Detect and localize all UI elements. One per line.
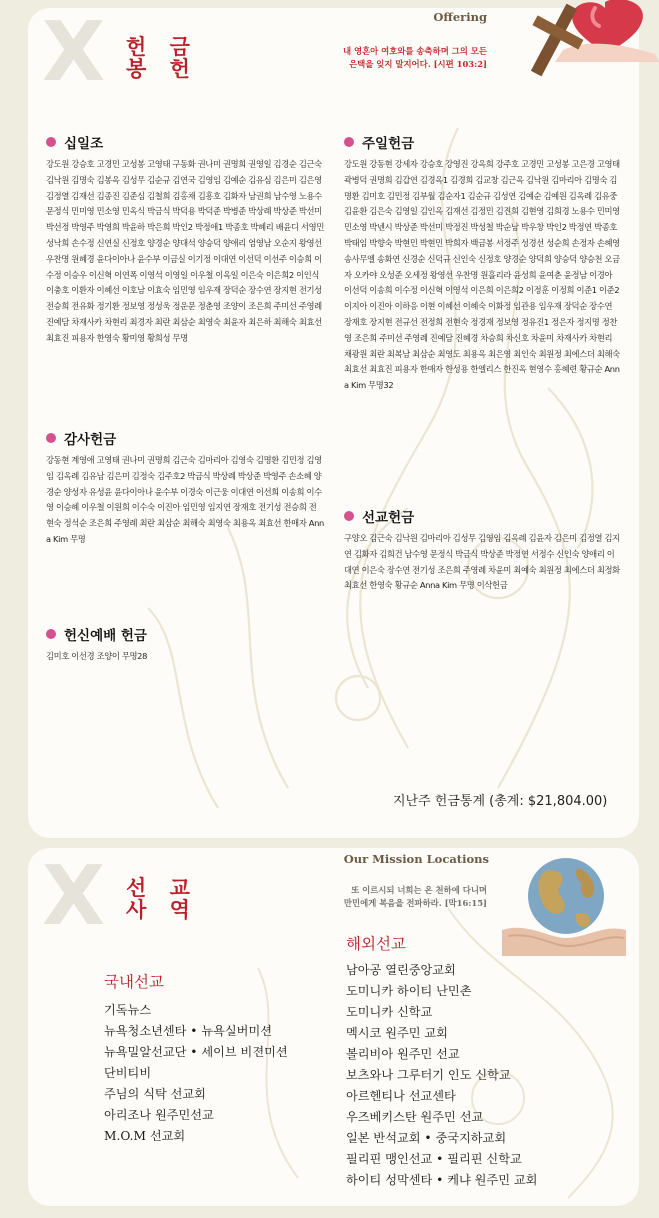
list-item: 뉴욕밀알선교단 • 세이브 비젼미션 <box>104 1045 288 1059</box>
globe-in-hands-icon <box>498 852 628 956</box>
tithe-names: 강도원 강승호 고경민 고성봉 고영태 구동화 권나미 권명희 권영일 김경순 김근숙 김낙원 김명숙 김봉옥 김성무 김순규 김연국 김영임 김예순 김유심 김은미 김은영 김정열 김재선 김종진 김준심 김철희 김홍채 김흥호 김화자 남권희 남수영 노용수 문정식 민미영 민소영 민옥식 박금식 박덕용 박덕준 박병준 박상례 박상준 박선미 박선정 박영주 박영희 박윤하 박은희 박인2 박정애1 박종호 박혜리 배윤디 서영민 성낙희 손수정 신연실 신정호 양경순 양대석 양승덕 양애리 엄영남 오순지 왕영선 우찬명 원혜경 윤다이아나 윤수부 이금실 이기정 이대연 이선덕 이선주 이승희 이수정 이승우 이신혁 이연폭 이영석 이영일 이우철 이옥일 이은숙 이은희2 이인식 이충호 이환자 이혜선 이호남 이효숙 임민영 임우재 장덕순 장수연 장지현 전기성 전승희 전유화 정기환 정보영 정성욱 정운문 정춘영 조양이 조은희 주미선 주영례 진예담 차재사카 차현리 최경자 최란 최삼순 최영숙 최윤자 최은하 최해숙 최효선 최효진 피용자 한영숙 황미영 황희성 무명 <box>46 159 325 343</box>
domestic-mission-title: 국내선교 <box>104 973 164 991</box>
mission-offering-section <box>344 506 622 594</box>
list-item: 아르헨티나 선교센타 <box>346 1089 456 1103</box>
mission-title-line2: 사 역 <box>126 897 198 922</box>
list-item: 하이티 성막센타 • 케냐 원주민 교회 <box>346 1173 538 1187</box>
wooden-cross-icon <box>524 0 584 80</box>
list-item: 멕시코 원주민 교회 <box>346 1026 448 1040</box>
sunday-heading <box>344 132 622 152</box>
offering-verse-line1: 내 영혼아 여호와를 송축하며 그의 모든 <box>342 46 487 56</box>
list-item: 남아공 열린중앙교회 <box>346 963 456 977</box>
offering-verse <box>343 45 487 71</box>
offering-verse-line2: 은택을 잊지 말지어다. [시편 103:2] <box>349 59 487 69</box>
offering-title <box>126 36 198 80</box>
bullet-dot-icon <box>46 433 56 443</box>
offering-section-label: Offering <box>433 10 487 24</box>
list-item: 단비티비 <box>104 1066 152 1080</box>
offering-title-line1: 헌 금 <box>126 34 198 59</box>
mission-offering-title: 선교헌금 <box>362 510 415 526</box>
sunday-names: 강도원 강동현 강세자 강승호 강영진 강옥희 강주호 고경민 고성봉 고은경 고영태 곽병덕 권명희 김갑연 김경옥1 김경희 김교창 김근옥 김낙원 김마리아 김명숙 김명환 김미호 김민정 김부월 김순자1 김순규 김성연 김예순 김예원 김옥례 김유중 김윤환 김은숙 김영일 김인옥 김재선 김정민 김진희 김현영 김희경 노용수 민미영 민소영 박넨시 박상준 박선미 박정진 박성철 박순남 박우창 박인2 박정연 박종호 박태임 박향숙 박현민 박현민 박희자 백금봉 서정주 성경선 성순희 손정자 손혜영 송사무엘 송화연 신경순 신덕규 신인숙 신정호 양경순 양덕희 양승덕 양승천 오금자 오카야 오성준 오세정 왕영선 우찬명 원흘리라 윤성희 윤여춘 윤정남 이경아 이선덕 이송희 이수정 이신혁 이영석 이은희 이은희2 이정훈 이정희 이준1 이준2 이지아 이진아 이하응 이현 이혜선 이혜숙 이화정 임관용 임우재 장덕순 장수연 장재호 장지현 전규선 전정희 전현숙 정경재 정보영 정유진1 정은자 정지명 정찬영 조은희 주미선 주영례 진예담 진혜경 차승희 차신호 차윤미 차재사카 차현리 채광원 최란 최복남 최삼순 최영도 최용옥 최은영 최인숙 최원정 최에스더 최해숙 최효선 최효진 피용자 한매자 한성용 한엘리스 한진옥 현영수 홍혜련 황규순 Anna Kim 무명32 <box>344 159 620 391</box>
list-item: 주님의 식탁 선교회 <box>104 1087 206 1101</box>
overseas-mission-title: 해외선교 <box>346 935 406 953</box>
weekly-offering-total: 지난주 헌금통계 (총계: $21,804.00) <box>393 794 608 809</box>
list-item: 아리조나 원주민선교 <box>104 1108 214 1122</box>
mission-verse <box>344 884 487 910</box>
sunday-section <box>344 132 622 394</box>
mission-title <box>126 877 198 921</box>
bullet-dot-icon <box>46 629 56 639</box>
big-x-decoration: X <box>42 849 106 944</box>
thanks-title: 감사헌금 <box>64 432 117 448</box>
list-item: 일본 반석교회 • 중국지하교회 <box>346 1131 507 1145</box>
mission-offering-names: 구양오 김근숙 김낙원 김마리아 김성무 김영임 김옥례 김윤자 김은미 김정열 김지연 김화자 김희건 남수영 문정식 박금식 박상준 박정연 서정수 신인숙 양애리 이대연 이은숙 장수연 전기성 조은희 주영례 차윤미 최예숙 최원정 최에스더 최정화 최효선 한영숙 황규순 Anna Kim 무명 이삭헌금 <box>344 533 620 591</box>
mission-verse-line1: 또 이르시되 너희는 온 천하에 다니며 <box>351 885 487 895</box>
mission-section-label: Our Mission Locations <box>343 852 489 866</box>
tithe-title: 십일조 <box>64 136 104 152</box>
tithe-heading <box>46 132 324 152</box>
worship-names: 김미호 이선경 조양이 무명28 <box>46 651 148 661</box>
list-item: 볼리비아 원주민 선교 <box>346 1047 460 1061</box>
domestic-mission-list <box>104 1000 288 1147</box>
list-item: 우즈베키스탄 원주민 선교 <box>346 1110 484 1124</box>
bullet-dot-icon <box>46 137 56 147</box>
offering-card <box>28 5 639 838</box>
offering-title-line2: 봉 헌 <box>126 56 198 81</box>
tithe-section <box>46 132 324 347</box>
list-item: 필리핀 맹인선교 • 필리핀 신학교 <box>346 1152 522 1166</box>
worship-section <box>46 624 324 665</box>
bullet-dot-icon <box>344 511 354 521</box>
thanks-section <box>46 428 324 548</box>
worship-title: 헌신예배 헌금 <box>64 628 147 644</box>
bullet-dot-icon <box>344 137 354 147</box>
list-item: 도미니카 하이티 난민촌 <box>346 984 472 998</box>
mission-offering-heading <box>344 506 622 526</box>
list-item: 기독뉴스 <box>104 1003 152 1017</box>
worship-heading <box>46 624 324 644</box>
sunday-title: 주일헌금 <box>362 136 415 152</box>
thanks-heading <box>46 428 324 448</box>
mission-title-line1: 선 교 <box>126 875 198 900</box>
list-item: 뉴욕청소년센타 • 뉴욕실버미션 <box>104 1024 272 1038</box>
thanks-names: 강동현 계영애 고영태 권나미 권명희 김근숙 김마리아 김영숙 김명환 김민정 김영임 김옥례 김유남 김은미 김정숙 김주호2 박금식 박상례 박상준 박영주 손소혜 양경순 양성자 유성윤 윤다이아나 윤수부 이경숙 이근웅 이대연 이선희 이송희 이수영 이승혜 이우철 이원희 이수숙 이진아 임민영 임지연 장재호 전기성 전승희 전현숙 정석순 조은희 주영례 최란 최삼순 최해숙 최영숙 최용옥 최효선 한매자 Anna Kim 무명 <box>46 455 324 544</box>
list-item: M.O.M 선교회 <box>104 1129 186 1143</box>
big-x-decoration: X <box>42 5 106 100</box>
overseas-mission-list <box>346 960 537 1191</box>
list-item: 보츠와나 그루터기 인도 신학교 <box>346 1068 511 1082</box>
list-item: 도미니카 신학교 <box>346 1005 433 1019</box>
mission-verse-line2: 만민에게 복음을 전파하라. [막16:15] <box>343 898 487 908</box>
